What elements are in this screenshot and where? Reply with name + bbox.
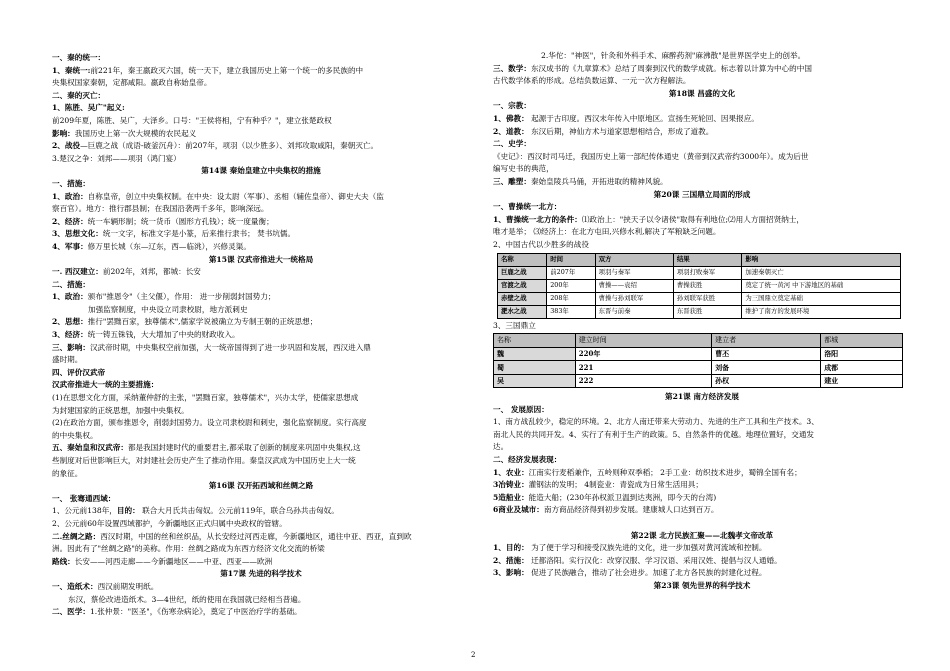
text-line: 五、秦始皇和汉武帝：都是我国封建时代的重要君主,都采取了创新的制度来巩固中央集权,这 [52, 443, 361, 453]
section-heading: 二、史学： [493, 139, 531, 149]
text-line: 1、曹操统一北方的条件：⑴政治上："挟天子以令诸侯"取得有利地位;⑵用人方面招贤纳士， [493, 214, 804, 224]
text-line: 6商业及城市：南方商品经济得到初步发展。建康城人口达到百万。 [493, 505, 719, 515]
text-line: 达。 [493, 442, 509, 452]
section-heading: 四、评价汉武帝 [52, 367, 106, 377]
text-line: 3.楚汉之争：刘邦——项羽（鸿门宴） [52, 153, 181, 163]
text-line: 一、造纸术：西汉前期发明纸。 [52, 581, 159, 591]
right-column [493, 50, 911, 593]
table-cell: 200年 [547, 279, 595, 292]
text-line: 1、目的： 为了便于学习和接受汉族先进的文化，进一步加强对黄河流域和控制。 [493, 543, 767, 553]
section-heading: 二、经济发展表现： [493, 455, 562, 465]
text-line: 1、农业：江南实行麦稻兼作，五岭则种双季稻； 2手工业：纺织技术进步，蜀锦全国有名； [493, 467, 802, 477]
table-cell: 项羽与秦军 [595, 266, 673, 279]
table-cell: 孙刘联军获胜 [673, 292, 742, 305]
lesson-title: 第20课 三国鼎立局面的形成 [653, 189, 751, 199]
table-cell: 巨鹿之战 [498, 266, 547, 279]
section-heading: 一、宗教： [493, 101, 531, 111]
table-cell: 蜀 [494, 361, 576, 375]
text-line: 的中央集权。 [52, 430, 98, 440]
text-line: 些制度对后世影响巨大，对封建社会历史产生了推动作用。秦皇汉武成为中国历史上大一统 [52, 456, 356, 465]
section-heading: 一、曹操统一北方： [493, 202, 562, 212]
text-line: 二.丝绸之路：西汉时期，中国的丝和丝织品，从长安经过河西走廊，今新疆地区，通往中亚、西亚，直到欧 [52, 531, 412, 541]
section-heading: 汉武帝推进大一统的主要措施： [52, 380, 159, 390]
table-cell: 曹丕 [712, 347, 821, 361]
text-line: 2、措施： 迁都洛阳。实行汉化：改穿汉服、学习汉语、采用汉姓、提倡与汉人通婚。 [493, 555, 782, 565]
table-cell: 曹操与孙刘联军 [595, 292, 673, 305]
table-cell: 220年 [575, 347, 711, 361]
page-number: 2 [471, 651, 476, 659]
table-row [498, 266, 901, 279]
text-line: 5造船业：能造大船；(230年孙权派卫温到达夷洲，即今天的台湾) [493, 492, 717, 502]
text-line: 1、南方战乱较少，稳定的环境。2、北方人南迁带来大劳动力、先进的生产工具和生产技术。3、 [493, 417, 819, 427]
section-heading: 二、措施： [52, 279, 90, 289]
lesson-title: 第14课 秦始皇建立中央集权的措施 [201, 166, 321, 176]
table-cell: 吴 [494, 374, 576, 388]
text-line: 东汉，蔡伦改进造纸术。3—4世纪，纸的使用在我国就已经相当普遍。 [68, 594, 306, 604]
table-header-row [494, 334, 903, 348]
table-cell: 前207年 [547, 266, 595, 279]
text-line: 2、中国古代以少胜多的战役 [493, 239, 589, 249]
text-line: 2、道教： 东汉后期，神仙方术与道家思想相结合，形成了道教。 [493, 126, 714, 136]
lesson-title: 第15课 汉武帝推进大一统格局 [208, 254, 314, 264]
text-line: 1、政治：自称皇帝，创立中央集权制。在中央：设太尉（军事）、丞相（辅佐皇帝）、御史大夫（监 [52, 191, 384, 201]
column-header: 结果 [673, 253, 742, 266]
table-cell: 淝水之战 [498, 305, 547, 318]
table-header-row [498, 253, 901, 266]
table-cell: 222 [575, 374, 711, 388]
column-header: 建立者 [712, 334, 821, 348]
table-cell: 刘备 [712, 361, 821, 375]
table-cell: 成都 [821, 361, 903, 375]
table-cell: 奠定了统一黄河 中下游地区的基础 [742, 279, 901, 292]
text-line: 前209年夏，陈胜、吴广，大泽乡。口号："王侯将相，宁有种乎？"，建立张楚政权 [52, 115, 332, 125]
table-cell: 383年 [547, 305, 595, 318]
lesson-title: 第22课 北方民族汇聚——北魏孝文帝改革 [630, 530, 774, 540]
text-line: 2、经济：统一车辆形制；统一货币（圆形方孔钱）；统一度量衡； [52, 216, 274, 226]
text-line: 三、数学：东汉成书的《九章算术》总结了周秦到汉代的数学成就。标志着以计算为中心的中国 [493, 63, 812, 73]
text-line: 为封建国家的正统思想，加强中央集权。 [52, 405, 189, 415]
text-line: 1、佛教： 起源于古印度。西汉末年传入中原地区。宣扬生死轮回、因果报应。 [493, 113, 759, 123]
text-line: 古代数学体系的形成。总结负数运算、一元一次方程解法。 [493, 76, 691, 86]
table-cell: 221 [575, 361, 711, 375]
text-line: 3、思想文化：统一文字，标准文字是小篆，后来推行隶书； 焚书坑儒。 [52, 229, 296, 239]
column-header: 影响 [742, 253, 901, 266]
table-row [498, 292, 901, 305]
table-cell: 维护了南方的发展环境 [742, 305, 901, 318]
text-line: 唯才是举； ⑶经济上：在北方屯田,兴修水利,解决了军粮缺乏问题。 [493, 227, 721, 237]
text-line: 1、政治：颁布"推恩令"（主父偃），作用： 进一步削弱封国势力； [52, 292, 276, 302]
column-header: 名称 [498, 253, 547, 266]
text-line: 1、公元前138年，目的： 联合大月氏共击匈奴。公元前119年，联合乌孙共击匈奴。 [52, 506, 339, 516]
table-cell: 赤壁之战 [498, 292, 547, 305]
lesson-title: 第16课 汉开拓西域和丝绸之路 [208, 481, 314, 491]
table-row [498, 279, 901, 292]
table-cell: 魏 [494, 347, 576, 361]
text-line: 南北人民的共同开发。4、实行了有利于生产的政策。5、自然条件的优越。地理位置好，交通发 [493, 429, 815, 439]
table-row [494, 361, 903, 375]
text-line: 2、公元前60年设置西域都护，今新疆地区正式归属中央政权的管辖。 [52, 518, 287, 528]
text-line: 盛时期。 [52, 355, 83, 365]
text-line: 一. 西汉建立：前202年，刘邦，都城：长安 [52, 267, 201, 277]
text-line: 3冶铸业：灌钢法的发明； 4制瓷业：青瓷成为日常生活用具； [493, 480, 703, 490]
table-cell: 东晋获胜 [673, 305, 742, 318]
table-row [494, 374, 903, 388]
table-cell: 曹操获胜 [673, 279, 742, 292]
lesson-title: 第17课 先进的科学技术 [220, 569, 302, 579]
table-cell: 加速秦朝灭亡 [742, 266, 901, 279]
table-row [498, 305, 901, 318]
text-line: (1)在思想文化方面，采纳董仲舒的主张，"罢黜百家，独尊儒术"，兴办太学，使儒家思想成 [52, 393, 359, 403]
text-line: 察百官）。地方：推行郡县制；在我国沿袭两千多年，影响深远。 [52, 204, 269, 214]
text-line: 的象征。 [52, 468, 83, 478]
three-kingdoms-table [493, 333, 903, 388]
table-cell: 曹操——袁绍 [595, 279, 673, 292]
text-line: 路线：长安——河西走廊——今新疆地区——中亚、西亚——欧洲 [52, 556, 273, 566]
text-line: 4、军事：修万里长城（东—辽东，西—临洮），兴修灵渠。 [52, 241, 251, 251]
text-line: 三、雕塑：秦始皇陵兵马俑，开拓进取的精神风貌。 [493, 176, 668, 186]
left-column [52, 52, 470, 619]
column-header: 建立时间 [575, 334, 711, 348]
text-line: 编写史书的典范， [493, 164, 554, 174]
text-line: 《史记》：西汉时司马迁，我国历史上第一部纪传体通史（黄帝到汉武帝约3000年）。成为后世 [493, 151, 809, 161]
table-cell: 官渡之战 [498, 279, 547, 292]
column-header: 名称 [494, 334, 576, 348]
text-line: 洲。因此有了"丝绸之路"的美称。作用：丝绸之路成为东西方经济文化交流的桥梁 [52, 544, 325, 554]
text-line [493, 517, 911, 530]
text-line: 2.华佗："神医"，针灸和外科手术、麻醉药剂"麻沸散"是世界医学史上的创举。 [541, 51, 806, 60]
table-row [494, 347, 903, 361]
section-heading: 一、措施： [52, 178, 90, 188]
section-heading: 一、 发展原因： [493, 404, 549, 414]
table-cell: 孙权 [712, 374, 821, 388]
text-line: (2)在政治方面，颁布推恩令，削弱封国势力。设立司隶校尉和刺史，强化监察制度。实行高度 [52, 418, 367, 428]
text-line: 3、影响： 促进了民族融合，推动了社会进步。加速了北方各民族的封建化过程。 [493, 568, 767, 578]
text-line: 3、经济：统一铸五铢钱，大大增加了中央的财政收入。 [52, 330, 240, 340]
text-line: 三、影响：汉武帝时期，中央集权空前加强，大一统帝国得到了进一步巩固和发展，西汉进入鼎 [52, 342, 371, 352]
table-cell: 东晋与前秦 [595, 305, 673, 318]
battles-table [497, 253, 901, 319]
lesson-title: 第21课 南方经济发展 [665, 392, 739, 402]
text-line: 二、医学：1.张仲景："医圣"，《伤寒杂病论》，奠定了中医治疗学的基础。 [52, 607, 302, 617]
text-line: 加强监察制度，中央设立司隶校尉，地方派刺史 [88, 304, 248, 314]
text-line: 1、秦统一:前221年，秦王嬴政灭六国，统一天下，建立我国历史上第一个统一的多民族的中 [52, 65, 364, 75]
section-heading: 1、陈胜、吴广"起义: [52, 103, 125, 113]
section-heading: 一、 张骞通西域： [52, 493, 116, 503]
text-line: 2、战役—巨鹿之战（成语-破釜沉舟）：前207年，项羽（以少胜多）、刘邦攻取咸阳，秦朝灭亡。 [52, 141, 379, 151]
text-line: 2、思想：推行"罢黜百家，独尊儒术",儒家学说被确立为专制王朝的正统思想； [52, 317, 318, 327]
table-cell: 为三国鼎立奠定基础 [742, 292, 901, 305]
section-heading: 一、秦的统一： [52, 53, 106, 62]
text-line: 影响：我国历史上第一次大规模的农民起义 [52, 128, 197, 138]
table-cell: 208年 [547, 292, 595, 305]
table-cell: 洛阳 [821, 347, 903, 361]
section-heading: 二、秦的灭亡： [52, 90, 106, 100]
table-cell: 项羽打败秦军 [673, 266, 742, 279]
column-header: 都城 [821, 334, 903, 348]
three-kingdoms-heading: 3、三国鼎立 [493, 320, 536, 330]
table-cell: 建业 [821, 374, 903, 388]
column-header: 时间 [547, 253, 595, 266]
text-line: 央集权国家秦朝，定都咸阳。嬴政自称始皇帝。 [52, 78, 212, 88]
column-header: 双方 [595, 253, 673, 266]
lesson-title: 第18课 昌盛的文化 [668, 88, 736, 98]
lesson-title: 第23课 领先世界的科学技术 [653, 581, 751, 590]
